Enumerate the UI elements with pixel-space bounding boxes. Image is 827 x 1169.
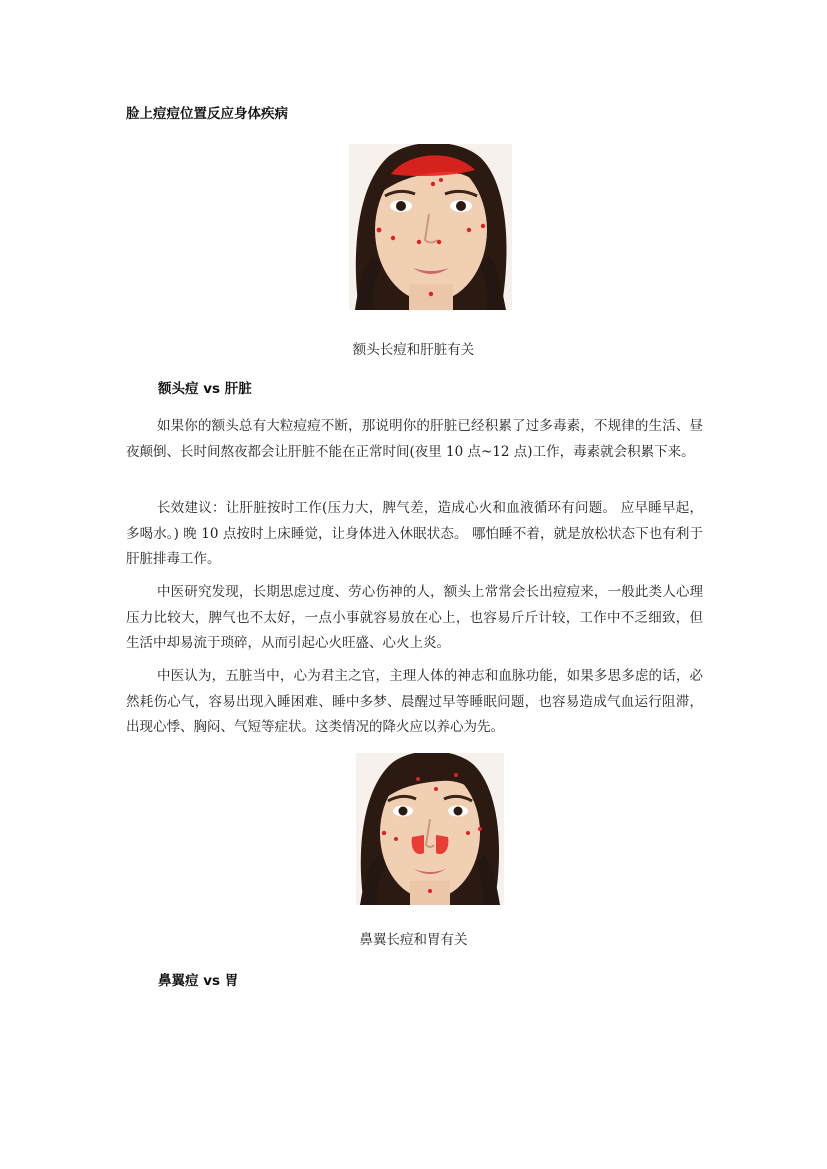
face-illustration-nose [356,753,504,905]
forehead-face-svg [349,144,512,310]
section-heading: 额头痘 vs 肝脏 [158,381,252,397]
paragraph: 中医认为，五脏当中，心为君主之官，主理人体的神志和血脉功能，如果多思多虑的话，必然耗伤心气，容易出现入睡困难、睡中多梦、晨醒过早等睡眠问题，也容易造成气血运行阻滞，出现心悸、胸闷、气短等症状。这类情况的降火应以养心为先。 [126,668,703,735]
figure-caption: 鼻翼长痘和胃有关 [359,932,468,948]
paragraph: 长效建议：让肝脏按时工作(压力大，脾气差，造成心火和血液循环有问题。 应早睡早起，多喝水。) 晚 10 点按时上床睡觉，让身体进入休眠状态。 哪怕睡不着，就是放松状态下也有利于肝脏排毒工作。 [126,500,703,567]
section-heading: 鼻翼痘 vs 胃 [158,973,239,989]
paragraph: 中医研究发现，长期思虑过度、劳心伤神的人，额头上常常会长出痘痘来，一般此类人心理压力比较大，脾气也不太好，一点小事就容易放在心上，也容易斤斤计较，工作中不乏细致，但生活中却易流于琐碎，从而引起心火旺盛、心火上炎。 [126,584,703,651]
figure-caption: 额头长痘和肝脏有关 [352,342,475,358]
nose-face-svg [356,753,504,905]
face-illustration-forehead [349,144,512,310]
paragraph: 如果你的额头总有大粒痘痘不断，那说明你的肝脏已经积累了过多毒素，不规律的生活、昼夜颠倒、长时间熬夜都会让肝脏不能在正常时间(夜里 10 点~12 点)工作，毒素就会积累下来。 [126,418,703,460]
page-title: 脸上痘痘位置反应身体疾病 [126,106,288,122]
